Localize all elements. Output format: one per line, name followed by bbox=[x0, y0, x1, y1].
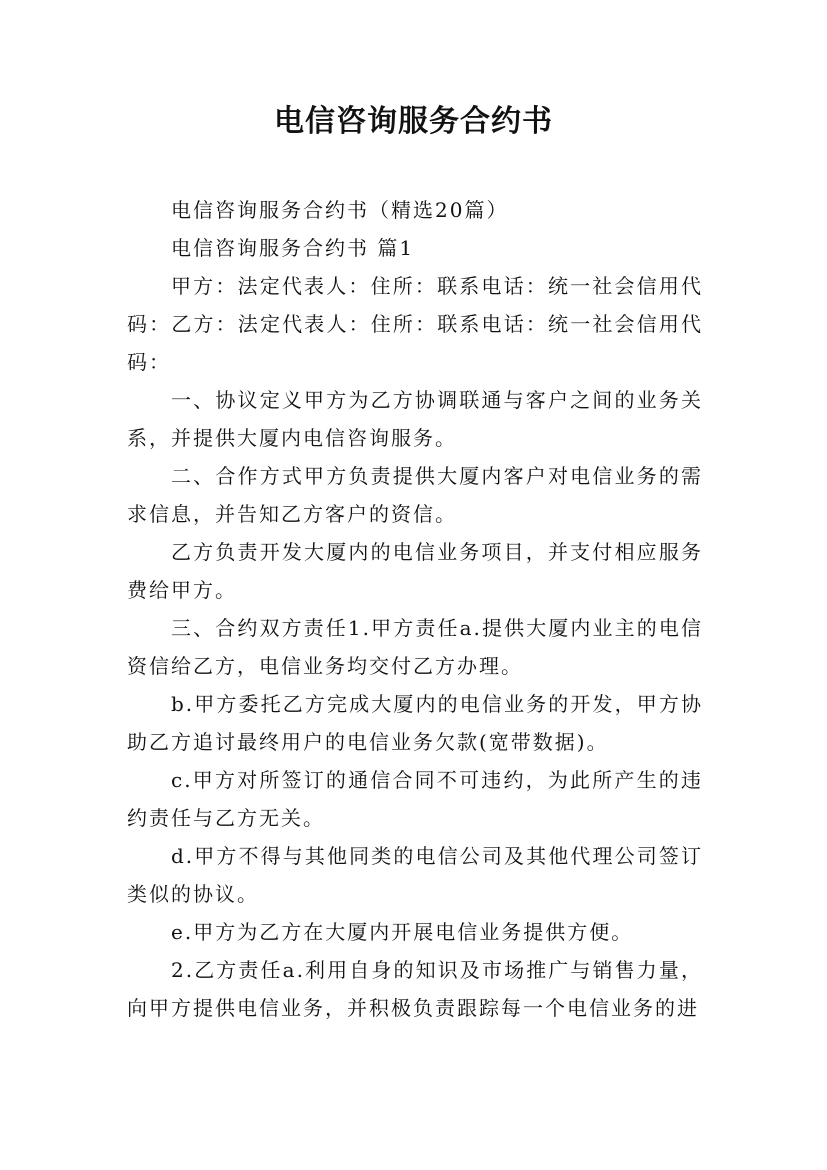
paragraph-cooperation: 二、合作方式甲方负责提供大厦内客户对电信业务的需求信息，并告知乙方客户的资信。 bbox=[127, 464, 703, 526]
paragraph-item-d: d.甲方不得与其他同类的电信公司及其他代理公司签订类似的协议。 bbox=[127, 844, 703, 906]
paragraph-item-c: c.甲方对所签订的通信合同不可违约，为此所产生的违约责任与乙方无关。 bbox=[127, 768, 703, 830]
paragraph-responsibilities: 三、合约双方责任1.甲方责任a.提供大厦内业主的电信资信给乙方，电信业务均交付乙方办理。 bbox=[127, 616, 703, 678]
paragraph-party-b-development: 乙方负责开发大厦内的电信业务项目，并支付相应服务费给甲方。 bbox=[127, 540, 703, 602]
paragraph-item-e: e.甲方为乙方在大厦内开展电信业务提供方便。 bbox=[171, 920, 634, 944]
paragraph-item-b: b.甲方委托乙方完成大厦内的电信业务的开发，甲方协助乙方追讨最终用户的电信业务欠款(宽带数据)。 bbox=[127, 692, 703, 754]
document-title: 电信咨询服务合约书 bbox=[274, 104, 553, 139]
paragraph-parties: 甲方：法定代表人：住所：联系电话：统一社会信用代码：乙方：法定代表人：住所：联系电话：统一社会信用代码： bbox=[127, 274, 703, 374]
paragraph-definition: 一、协议定义甲方为乙方协调联通与客户之间的业务关系，并提供大厦内电信咨询服务。 bbox=[127, 388, 703, 450]
paragraph-party-b-responsibility: 2.乙方责任a.利用自身的知识及市场推广与销售力量，向甲方提供电信业务，并积极负责跟踪每一个电信业务的进 bbox=[127, 958, 703, 1020]
document-body bbox=[127, 191, 703, 1027]
paragraph-section-heading: 电信咨询服务合约书 篇1 bbox=[171, 236, 415, 260]
paragraph-subtitle: 电信咨询服务合约书（精选20篇） bbox=[171, 198, 509, 222]
